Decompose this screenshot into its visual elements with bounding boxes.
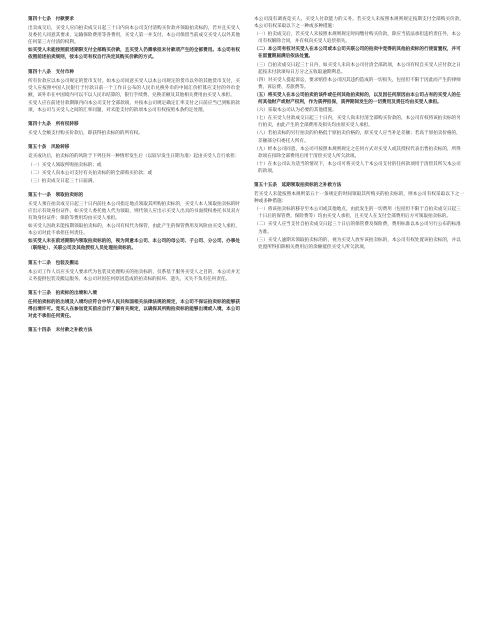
article-heading: 第五十条 风险转移 [28,145,70,151]
right-column [254,16,464,609]
paragraph: 买受人须在拍卖成交日起三十日内前往本公司指定地点领取其所购拍卖标的，买受人本人领取拍卖标的时应出示有效身份证件。如买受人委托他人代为领取，则代领人应出示买受人出具的书面授权委托书及双方有效身份证件；保险等费用均由买受人承担。 [28,201,240,222]
list-item: （五）将买受人在本公司拍卖的该件或任何其他拍卖标的，以及因任何原因由本公司占有的买受人的任何其他财产或财产权利，作为质押担保，质押期间发生的一切费用及责任均由买受人承担。 [254,92,461,106]
list-item: （二）买受人向本公司支付有关拍卖标的的全部购买价款；或 [28,170,153,176]
list-item: （一）将该拍卖标的移存至本公司或其他地点，由此发生的一切费用（包括但不限于自拍卖成交日起三十日后的保管费、保险费等）均由买受人承担，且买受人在支付全部费用后方可领取拍卖标的。 [254,207,461,220]
paragraph: 所有价款应以本公司规定的货币支付。如本公司同意买受人以本公司规定的货币以外的其他货币支付，买受人应按照中国人民银行于付款日前一个工作日公布的人民币兑换外币的中间汇价折算应支付的外币金额，该外币在中国境内可以不以人民币结算的，银行手续费、兑换差额及其他相关费用由买受人承担。 [28,78,240,98]
list-item: （四）对买受人提起诉讼，要求赔偿本公司因其违约造成的一切损失，包括但不限于因此而产生的律师费、诉讼费、差旅费等。 [254,77,461,90]
article-heading: 第五十四条 未付款之补救方法 [28,328,93,334]
paragraph: 任何拍卖标的的出境及入境均应符合中华人民共和国相关法律法规的规定，本公司不保证拍卖标的能够获得出境许可。竞买人在参加竞买前应自行了解有关规定，以确保其所购拍卖标的能够出境或入境，本公司对此不承担任何责任。 [28,299,240,320]
list-item: （七）在买受人付款成交日起三十日内，买受人尚未付清全部购买价款的，本公司有权将该拍卖标的另行拍卖，由此产生的全部费用及损失均由原买受人承担。 [254,116,461,129]
paragraph: 本公司工作人员应买受人要求代为包装及处理购买的拍卖标的，仅系基于服务买受人之目的，本公司并无义务提供包装及搬运服务。本公司对因任何原因造成的拍卖标的损坏、遗失、灭失不负有任何责任。 [28,269,240,282]
article-heading: 第五十一条 领取拍卖标的 [28,192,84,198]
list-item: （八）若拍卖标的另行拍卖的价格低于原拍卖价格的，原买受人应当补足差额；若高于原拍卖价格的，差额部分归委托人所有。 [254,131,461,144]
paragraph: 如买受人未能按照前述期限支付全部购买价款，且买受人仍需承担未付款项产生的全部费用。本公司有权依照前述拍卖规则，按本公司有权自行决定其购买价款的方式。 [28,48,240,61]
list-item: （二）买受人应当支付自拍卖成交日起三十日后的保管费及保险费，费用标准以本公司另行公布的标准为准。 [254,222,461,235]
paragraph: 如买受人因故未能按期领取拍卖标的，本公司有权代为保管，由此产生的保管费用及风险由买受人承担，本公司对此不承担任何责任。 [28,224,240,237]
paragraph: 出卖成交后，买受人应向拍卖成交日起三十日内向本公司支付清购买价款并领取拍卖标的，若并且买受人及委托人同意其要求，运输保险费用等各费用，买受人第一并支付。本公司保留当前成交买受人以外其他任何第三方付清的权利。 [28,26,240,46]
paragraph: 本公司没有调查竞买人、买受人付款能力的义务。若买受人未按照本规则规定按期支付全部购买价款，本公司有权采取以下之一种或多种措施： [254,17,464,30]
article-heading: 第四十八条 支付币种 [28,69,74,75]
paragraph: 买受人全额支付购买价款后，即获得拍卖标的的所有权。 [28,131,143,137]
paragraph: 买受人应在前述付款期限内向本公司支付全部款项，并按本公司规定确定汇率支付之日前应当已到账的款项，本公司与买受人之间的汇率问题，对未能支付的款项本公司有权按照本条约定处理。 [28,100,240,114]
article-heading: 第四十九条 所有权转移 [28,122,79,128]
list-item: （九）经本公司同意，本公司可按照本规则规定之任何方式对买受人或其授权代表出售拍卖标的，所得款项在扣除全部费用后用于清偿买受人所欠款项。 [254,146,461,159]
list-item: （六）采取本公司认为必要的其他措施。 [254,108,337,114]
list-item: （三）拍卖成交日起三十日届满。 [28,178,97,184]
list-item: （三）买受人逾期未领取拍卖标的的，视为买受人放弃该拍卖标的，本公司有权处置该拍卖标的，并以处置所得扣除相关费用后的余额抵偿买受人所欠款项。 [254,237,461,250]
article-heading: 第四十七条 付款要求 [28,17,74,22]
list-item: （一）买受人领取所购拍卖标的；或 [28,162,102,168]
paragraph: 若买受人未能按照本规则第五十一条规定的时间领取其所购买的拍卖标的，则本公司有权采取以下之一种或多种措施： [254,192,464,205]
left-column [28,16,240,609]
list-item: （三）自拍卖成交日起三十日内，如买受人未向本公司付清全部款项，本公司有权自买受人应付款之日起按未付款项每日万分之五收取逾期利息。 [254,62,461,75]
paragraph: 竞买成功后，拍卖标的的风险于下列任何一种情形发生后（以较早发生日期为准）起由买受人自行承担： [28,154,240,160]
list-item: （二）本公司有权对买受人在本公司或本公司关联公司的拍卖中竞得的其他拍卖标的行使留置权，并可在留置期届满后依法处置。 [254,47,461,60]
list-item: （一）拍卖成交后，若买受人未按照本规则规定时间缴付购买价款，除应当依法承担违约责任外，本公司有权解除合同，并有权向买受人追偿损失。 [254,32,461,45]
article-heading: 第五十二条 包装及搬运 [28,260,79,266]
article-heading: 第五十五条 延期领取拍卖标的之补救方法 [254,182,342,188]
article-heading: 第五十三条 拍卖标的出境和入境 [28,290,97,296]
list-item: （十）在本公司认为适当的情况下，本公司可将买受人于本公司支付的任何款项用于清偿其所欠本公司的款项。 [254,161,461,174]
paragraph: 如买受人未在前述期限内领取拍卖标的的，视为同意本公司、本公司的母公司、子公司、分公司、办事处（联络处）、关联公司及其他授权人员处理拍卖标的。 [28,239,240,252]
